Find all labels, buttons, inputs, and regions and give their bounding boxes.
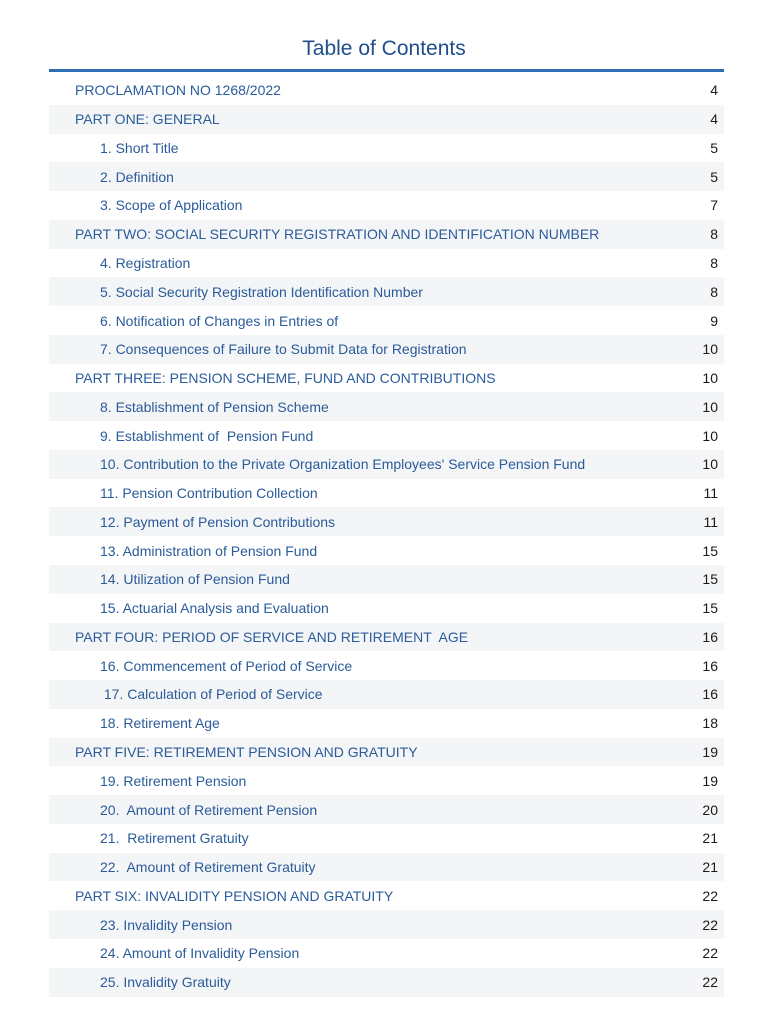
toc-page-number: 19: [702, 772, 718, 789]
toc-entry-title[interactable]: PART FOUR: PERIOD OF SERVICE AND RETIREMENT AGE: [75, 628, 469, 645]
toc-page-number: 16: [702, 628, 718, 645]
toc-page-number: 9: [710, 312, 718, 329]
toc-page-number: 15: [702, 600, 718, 617]
toc-entry-title[interactable]: 22. Amount of Retirement Gratuity: [100, 859, 316, 876]
toc-entry-title[interactable]: 24. Amount of Invalidity Pension: [100, 945, 300, 962]
toc-page-number: 10: [702, 370, 718, 387]
title-divider: [49, 69, 724, 72]
toc-page-number: 11: [703, 485, 718, 502]
toc-page-number: 10: [702, 398, 718, 415]
toc-page-number: 22: [702, 916, 718, 933]
toc-part-entry[interactable]: [49, 623, 724, 652]
toc-entry-title[interactable]: 10. Contribution to the Private Organization Employees' Service Pension Fund: [100, 456, 586, 473]
toc-page-number: 21: [702, 859, 718, 876]
toc-section-entry[interactable]: [49, 450, 724, 479]
toc-page-number: 8: [710, 254, 718, 271]
toc-page-number: 8: [710, 226, 718, 243]
toc-entry-title[interactable]: PART FIVE: RETIREMENT PENSION AND GRATUITY: [75, 743, 418, 760]
toc-page-number: 5: [710, 168, 718, 185]
toc-section-entry[interactable]: [49, 565, 724, 594]
toc-section-entry[interactable]: [49, 421, 724, 450]
toc-entry-title[interactable]: 3. Scope of Application: [100, 197, 243, 214]
toc-page-number: 16: [702, 686, 718, 703]
toc-page-number: 22: [702, 945, 718, 962]
toc-page-number: 22: [702, 974, 718, 991]
toc-section-entry[interactable]: [49, 277, 724, 306]
toc-page-number: 10: [702, 427, 718, 444]
toc-section-entry[interactable]: [49, 162, 724, 191]
toc-section-entry[interactable]: [49, 392, 724, 421]
toc-entry-title[interactable]: 11. Pension Contribution Collection: [100, 485, 318, 502]
toc-page-number: 15: [702, 571, 718, 588]
toc-entry-title[interactable]: 5. Social Security Registration Identification Number: [100, 283, 423, 300]
toc-page-number: 18: [702, 715, 718, 732]
toc-section-entry[interactable]: [49, 479, 724, 508]
toc-entry-title[interactable]: 13. Administration of Pension Fund: [100, 542, 318, 559]
toc-section-entry[interactable]: [49, 249, 724, 278]
toc-section-entry[interactable]: [49, 939, 724, 968]
toc-entry-title[interactable]: 19. Retirement Pension: [100, 772, 247, 789]
toc-entry-title[interactable]: 21. Retirement Gratuity: [100, 830, 249, 847]
toc-entry-title[interactable]: 8. Establishment of Pension Scheme: [100, 398, 329, 415]
toc-entry-title[interactable]: 18. Retirement Age: [100, 715, 220, 732]
toc-page-number: 16: [702, 657, 718, 674]
toc-section-entry[interactable]: [49, 335, 724, 364]
toc-entry-title[interactable]: PROCLAMATION NO 1268/2022: [75, 82, 281, 99]
toc-section-entry[interactable]: [49, 594, 724, 623]
toc-section-entry[interactable]: [49, 134, 724, 163]
toc-page-number: 10: [702, 456, 718, 473]
toc-page-number: 4: [710, 82, 718, 99]
toc-section-entry[interactable]: [49, 968, 724, 997]
toc-section-entry[interactable]: [49, 853, 724, 882]
toc-entry-title[interactable]: 20. Amount of Retirement Pension: [100, 801, 318, 818]
toc-entry-title[interactable]: PART THREE: PENSION SCHEME, FUND AND CONTRIBUTIONS: [75, 370, 496, 387]
toc-part-entry[interactable]: [49, 220, 724, 249]
toc-entry-title[interactable]: 12. Payment of Pension Contributions: [100, 513, 336, 530]
toc-entry-title[interactable]: 6. Notification of Changes in Entries of: [100, 312, 339, 329]
toc-part-entry[interactable]: [49, 364, 724, 393]
toc-section-entry[interactable]: [49, 306, 724, 335]
toc-entry-title[interactable]: 9. Establishment of Pension Fund: [100, 427, 314, 444]
toc-entry-title[interactable]: 7. Consequences of Failure to Submit Data for Registration: [100, 341, 467, 358]
toc-part-entry[interactable]: [49, 76, 724, 105]
toc-part-entry[interactable]: [49, 881, 724, 910]
toc-part-entry[interactable]: [49, 105, 724, 134]
toc-entry-title[interactable]: PART TWO: SOCIAL SECURITY REGISTRATION AND IDENTIFICATION NUMBER: [75, 226, 600, 243]
toc-page-number: 20: [702, 801, 718, 818]
toc-page-number: 7: [710, 197, 718, 214]
toc-section-entry[interactable]: [49, 824, 724, 853]
toc-entry-title[interactable]: 1. Short Title: [100, 139, 179, 156]
toc-page-number: 10: [702, 341, 718, 358]
toc-section-entry[interactable]: [49, 795, 724, 824]
toc-page-number: 22: [702, 887, 718, 904]
toc-entry-title[interactable]: 17. Calculation of Period of Service: [100, 686, 323, 703]
page-title: Table of Contents: [302, 37, 466, 60]
toc-entry-title[interactable]: 15. Actuarial Analysis and Evaluation: [100, 600, 329, 617]
toc-page-number: 19: [702, 743, 718, 760]
toc-page-number: 5: [710, 139, 718, 156]
toc-entry-title[interactable]: 4. Registration: [100, 254, 191, 271]
toc-entry-title[interactable]: 23. Invalidity Pension: [100, 916, 233, 933]
toc-entry-title[interactable]: 25. Invalidity Gratuity: [100, 974, 231, 991]
toc-section-entry[interactable]: [49, 766, 724, 795]
toc-page-number: 4: [710, 111, 718, 128]
toc-section-entry[interactable]: [49, 507, 724, 536]
toc-entry-title[interactable]: 14. Utilization of Pension Fund: [100, 571, 290, 588]
toc-section-entry[interactable]: [49, 680, 724, 709]
toc-list: [49, 76, 724, 997]
toc-section-entry[interactable]: [49, 709, 724, 738]
toc-page-number: 21: [702, 830, 718, 847]
toc-page-number: 11: [703, 513, 718, 530]
toc-part-entry[interactable]: [49, 738, 724, 767]
toc-entry-title[interactable]: 2. Definition: [100, 168, 174, 185]
toc-page-number: 8: [710, 283, 718, 300]
toc-section-entry[interactable]: [49, 536, 724, 565]
toc-page-number: 15: [702, 542, 718, 559]
toc-section-entry[interactable]: [49, 651, 724, 680]
toc-section-entry[interactable]: [49, 191, 724, 220]
toc-entry-title[interactable]: PART ONE: GENERAL: [75, 111, 220, 128]
toc-entry-title[interactable]: PART SIX: INVALIDITY PENSION AND GRATUITY: [75, 887, 394, 904]
toc-section-entry[interactable]: [49, 910, 724, 939]
toc-entry-title[interactable]: 16. Commencement of Period of Service: [100, 657, 353, 674]
